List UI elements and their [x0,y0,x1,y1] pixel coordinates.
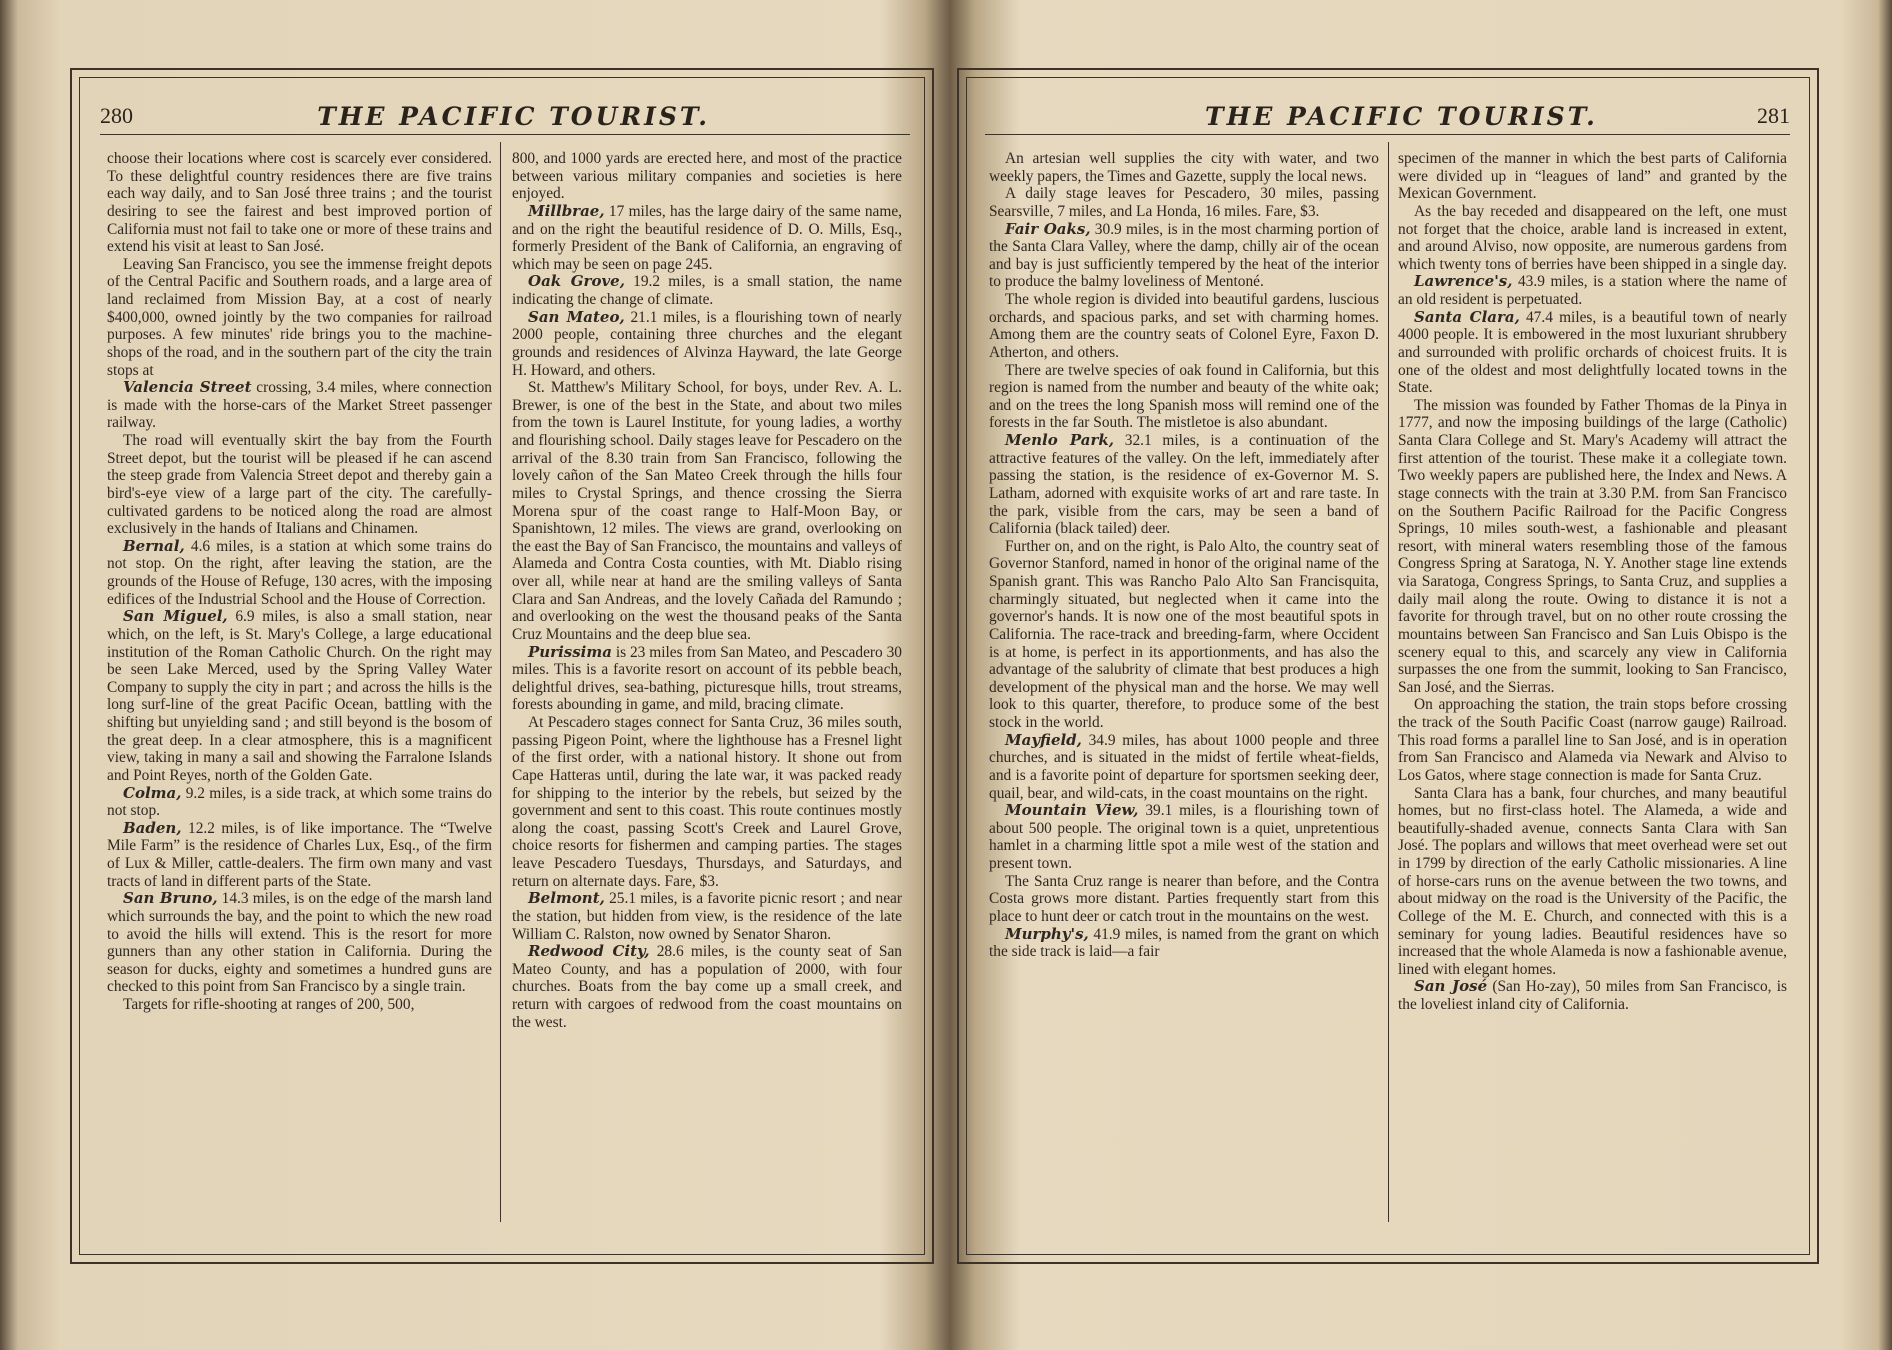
paragraph-text: 14.3 miles, is on the edge of the marsh land which surrounds the bay, and the point to which the new road to avoid the hills will extend. This is the resort for more gunners than any other station in California. During the season for ducks, eighty and sometimes a hundred guns are checked to this point from San Francisco by a single train. [107,890,492,996]
paragraph-text: 21.1 miles, is a flourishing town of nearly 2000 people, containing three churches and the elegant grounds and residences of Alvinza Hayward, the late George H. Howard, and others. [512,308,902,379]
paragraph-text: As the bay receded and disappeared on the left, one must not forget that the choice, arable land is increased in extent, and around Alviso, now opposite, are numerous gardens from which twenty tons of berries have been shipped in a single day. [1398,202,1787,273]
station-name: Bernal, [123,536,185,555]
paragraph-text: The mission was founded by Father Thomas de la Pinya in 1777, and now the imposing buildings of the large (Catholic) Santa Clara College and St. Mary's Academy will attract the first attention of the tourist. These make it a collegiate town. Two weekly papers are published here, the Index and News. A stage connects with the train at 3.30 P.M. from San Francisco on the Southern Pacific Railroad for the Pacific Congress Springs, 10 miles south-west, a fashionable and pleasant resort, with mineral waters resembling those of the famous Congress Spring at Saratoga, N. Y. Another stage line extends via Saratoga, Congress Springs, to Santa Cruz, and supplies a daily mail along the route. Owing to distance it is not a favorite for through travel, but on no other route crossing the mountains between San Francisco and San Luis Obispo is the scenery equal to this, and scarcely any view in California surpasses the one from the summit, looking to San Francisco, San José, and the Sierras. [1398,396,1787,696]
paragraph [107,379,492,432]
paragraph [107,996,492,1014]
station-name: Murphy's, [1005,924,1089,943]
station-name: San Miguel, [123,607,228,626]
station-name: San Mateo, [528,307,625,326]
text-column [107,150,492,1225]
paragraph [1398,309,1787,397]
paragraph-text: An artesian well supplies the city with water, and two weekly papers, the Times and Gazette, supply the local news. [989,150,1379,185]
paragraph-text: 30.9 miles, is in the most charming portion of the Santa Clara Valley, where the damp, chilly air of the ocean and bay is just sufficiently tempered by the heat of the interior to produce the balmy loveliness of Mentoné. [989,220,1379,291]
paragraph [989,150,1379,185]
text-column [512,150,902,1225]
text-column [1398,150,1787,1225]
paragraph-text: choose their locations where cost is scarcely ever considered. To these delightful country residences there are five trains each way daily, and to San José three trains ; and the tourist desiring to see the fairest and best improved portion of California must not fail to take one or more of these trains and extend his visit at least to San José. [107,150,492,256]
station-name: Millbrae, [528,201,605,220]
paragraph [989,362,1379,433]
paragraph-text: The Santa Cruz range is nearer than before, and the Contra Costa grows more distant. Parties frequently start from this place to hunt deer or catch trout in the mountains on the west. [989,872,1379,925]
paragraph-text: 32.1 miles, is a continuation of the attractive features of the valley. On the left, immediately after passing the station, is the residence of ex-Governor M. S. Latham, adorned with exquisite works of art and rare taste. In the park, visible from the cars, may be seen a band of California (black tailed) deer. [989,432,1379,538]
page-number-right: 281 [1757,103,1790,128]
paragraph [107,608,492,784]
paragraph-text: The road will eventually skirt the bay from the Fourth Street depot, but the tourist will be pleased if he can ascend the steep grade from Valencia Street depot and thereby gain a bird's-eye view of a large part of the city. The carefully-cultivated gardens to be noticed along the road are almost exclusively in the hands of Italians and Chinamen. [107,432,492,538]
station-name: Redwood City, [528,942,650,961]
paragraph-text: 19.2 miles, is a small station, the name indicating the change of climate. [512,273,902,308]
paragraph-text: Santa Clara has a bank, four churches, and many beautiful homes, but no first-class hotel. The Alameda, a wide and beautifully-shaded avenue, connects Santa Clara with San José. The poplars and willows that meet overhead were set out in 1799 by direction of the early Catholic missionaries. A line of horse-cars runs on the avenue between the two towns, and about midway on the road is the University of the Pacific, the College of the M. E. Church, and connected with this is a seminary for young ladies. Beautiful residences have so increased that the whole Alameda is now a fashionable avenue, lined with elegant homes. [1398,784,1787,978]
paragraph [1398,273,1787,308]
paragraph [1398,696,1787,784]
paragraph [512,273,902,308]
paragraph [107,785,492,820]
paragraph [512,943,902,1031]
paragraph-text: 12.2 miles, is of like importance. The “Twelve Mile Farm” is the residence of Charles Lux, Esq., of the firm of Lux & Miller, cattle-dealers. The firm own many and vast tracts of land in different parts of the State. [107,819,492,890]
paragraph [989,432,1379,538]
paragraph-text: Further on, and on the right, is Palo Alto, the country seat of Governor Stanford, named in honor of the original name of the Spanish grant. This was Rancho Palo Alto San Francisquita, charmingly situated, but neglected when it came into the governor's hands. It is now one of the most beautiful spots in California. The race-track and breeding-farm, where Occident is at home, is perfect in its apportionments, and has also the advantage of the salubrity of climate that best produces a high development of the physical man and the horse. We may well look to this quarter, therefore, to produce some of the best stock in the world. [989,537,1379,731]
paragraph-text: St. Matthew's Military School, for boys, under Rev. A. L. Brewer, is one of the best in the State, and about two miles from the town is Laurel Institute, for young ladies, a worthy and flourishing school. Daily stages leave for Pescadero on the arrival of the 8.30 train from San Francisco, following the lovely cañon of the San Mateo Creek through the hills four miles to Crystal Springs, and thence crossing the Sierra Morena spur of the coast range to Half-Moon Bay, or Spanishtown, 12 miles. The views are grand, overlooking on the east the Bay of San Francisco, the mountains and valleys of Alameda and Contra Costa counties, with Mt. Diablo rising over all, while near at hand are the smiling valleys of Santa Clara and San Andreas, and the lovely Cañada del Ramundo ; and overlooking on the west the thousand peaks of the Santa Cruz Mountains and the deep blue sea. [512,379,902,643]
paragraph [989,926,1379,961]
running-title-right: THE PACIFIC TOURIST. [1205,101,1598,131]
paragraph [107,256,492,379]
station-name: Colma, [123,783,182,802]
station-name: Menlo Park, [1005,431,1114,449]
paragraph-text: 17 miles, has the large dairy of the same name, and on the right the beautiful residence of D. O. Mills, Esq., formerly President of the Bank of California, an engraving of which may be seen on page 245. [512,202,902,273]
paragraph [989,732,1379,803]
paragraph [989,873,1379,926]
page-number-left: 280 [100,103,133,128]
paragraph-text: On approaching the station, the train stops before crossing the track of the South Pacific Coast (narrow gauge) Railroad. This road forms a parallel line to San José, and is in operation from San Francisco and Alameda via Newark and Alviso to Los Gatos, where stage connection is made for Santa Cruz. [1398,696,1787,784]
paragraph [107,820,492,891]
paragraph-text: (San Ho-zay), 50 miles from San Francisco, is the loveliest inland city of California. [1398,978,1787,1013]
station-name: Mayfield, [1005,730,1082,749]
paragraph [1398,397,1787,697]
paragraph-text: Leaving San Francisco, you see the immense freight depots of the Central Pacific and Southern roads, and a large area of land reclaimed from Mission Bay, at a cost of nearly $400,000, owned jointly by the two companies for railroad purposes. A few minutes' ride brings you to the machine-shops of the road, and in the southern part of the city the train stops at [107,255,492,379]
paragraph-text: is 23 miles from San Mateo, and Pescadero 30 miles. This is a favorite resort on account of its pebble beach, delightful drives, sea-bathing, picturesque hills, trout streams, forests abounding in game, and mild, bracing climate. [512,643,902,714]
station-name: Santa Clara, [1414,307,1520,326]
paragraph [989,538,1379,732]
paragraph [1398,785,1787,979]
paragraph-text: 47.4 miles, is a beautiful town of nearly 4000 people. It is embowered in the most luxuriant shrubbery and surrounded with prolific orchards of choicest fruits. It is one of the oldest and most delightfully located towns in the State. [1398,308,1787,397]
station-name: Mountain View, [1005,801,1139,820]
right-column-divider [1388,142,1389,1222]
paragraph-text: Targets for rifle-shooting at ranges of 200, 500, [123,996,415,1013]
paragraph [512,309,902,380]
paragraph-text: 800, and 1000 yards are erected here, and most of the practice between various military companies and societies is here enjoyed. [512,150,902,203]
paragraph [1398,203,1787,274]
paragraph [512,644,902,715]
paragraph [512,714,902,890]
station-name: Oak Grove, [528,272,625,291]
station-name: Purissima [528,642,612,661]
paragraph-text: There are twelve species of oak found in California, but this region is named from the number and beauty of the white oak; and on the trees the long Spanish moss will remind one of the forests in the far South. The mistletoe is also abundant. [989,361,1379,432]
paragraph-text: crossing, 3.4 miles, where connection is made with the horse-cars of the Market Street passenger railway. [107,379,492,432]
paragraph-text: 41.9 miles, is named from the grant on which the side track is laid—a fair [989,925,1379,961]
paragraph-text: 43.9 miles, is a station where the name of an old resident is perpetuated. [1398,273,1787,308]
paragraph-text: 6.9 miles, is also a small station, near which, on the left, is St. Mary's College, a large educational institution of the Roman Catholic Church. On the right may be seen Lake Merced, used by the Spring Valley Water Company to supply the city in part ; and across the hills is the long surf-line of the great Pacific Ocean, battling with the shifting but unyielding sand ; and still beyond is the bosom of the great deep. In a clear atmosphere, this is a magnificent view, taking in many a sail and showing the Farralone Islands and Point Reyes, north of the Golden Gate. [107,608,492,784]
paragraph [107,150,492,256]
text-column [989,150,1379,1225]
paragraph-text: specimen of the manner in which the best parts of California were divided up in “leagues of land” and granted by the Mexican Government. [1398,150,1787,203]
left-page-header [100,98,910,135]
paragraph [512,203,902,274]
paragraph [989,221,1379,292]
paragraph-text: 39.1 miles, is a flourishing town of about 500 people. The original town is a quiet, unpretentious hamlet in a charming little spot a mile west of the station and present town. [989,802,1379,872]
paragraph [107,432,492,538]
station-name: Belmont, [528,889,605,908]
paragraph [512,890,902,943]
right-page-header [985,98,1790,135]
paragraph [989,802,1379,873]
paragraph-text: A daily stage leaves for Pescadero, 30 miles, passing Searsville, 7 miles, and La Honda, 16 miles. Fare, $3. [989,185,1379,220]
paragraph [512,379,902,643]
paragraph [1398,150,1787,203]
station-name: Valencia Street [123,378,252,397]
paragraph [107,890,492,996]
running-title-left: THE PACIFIC TOURIST. [317,101,710,131]
paragraph [989,185,1379,220]
paragraph [512,150,902,203]
paragraph-text: 25.1 miles, is a favorite picnic resort ; and near the station, but hidden from view, is the residence of the late William C. Ralston, now owned by Senator Sharon. [512,890,902,943]
station-name: Fair Oaks, [1005,219,1091,238]
paragraph-text: 34.9 miles, has about 1000 people and three churches, and is situated in the midst of fertile wheat-fields, and is a favorite point of departure for sportsmen seeking deer, quail, bear, and wild-cats, in the coast mountains on the right. [989,731,1379,802]
paragraph-text: At Pescadero stages connect for Santa Cruz, 36 miles south, passing Pigeon Point, where the lighthouse has a Fresnel light of the first order, with a national history. It shone out from Cape Hatteras until, during the late war, it was packed ready for shipping to the interior by the rebels, but seized by the government and sent to this coast. This route continues mostly along the coast, passing Scott's Creek and Laurel Grove, choice resorts for fishermen and camping parties. The stages leave Pescadero Tuesdays, Thursdays, and Saturdays, and return on alternate days. Fare, $3. [512,714,902,890]
paragraph-text: 9.2 miles, is a side track, at which some trains do not stop. [107,784,492,820]
paragraph-text: The whole region is divided into beautiful gardens, luscious orchards, and spacious parks, and set with charming homes. Among them are the country seats of Colonel Eyre, Faxon D. Atherton, and others. [989,291,1379,361]
station-name: Lawrence's, [1414,272,1513,291]
station-name: San José [1414,977,1488,996]
paragraph [1398,978,1787,1013]
station-name: San Bruno, [123,889,218,908]
paragraph [989,291,1379,362]
left-column-divider [500,142,501,1222]
paragraph [107,538,492,609]
paragraph-text: 4.6 miles, is a station at which some trains do not stop. On the right, after leaving the station, are the grounds of the House of Refuge, 130 acres, with the imposing edifices of the Industrial School and the House of Correction. [107,537,492,608]
paragraph-text: 28.6 miles, is the county seat of San Mateo County, and has a population of 2000, with four churches. Boats from the bay come up a small creek, and return with cargoes of redwood from the coast mountains on the west. [512,943,902,1031]
station-name: Baden, [123,818,182,837]
